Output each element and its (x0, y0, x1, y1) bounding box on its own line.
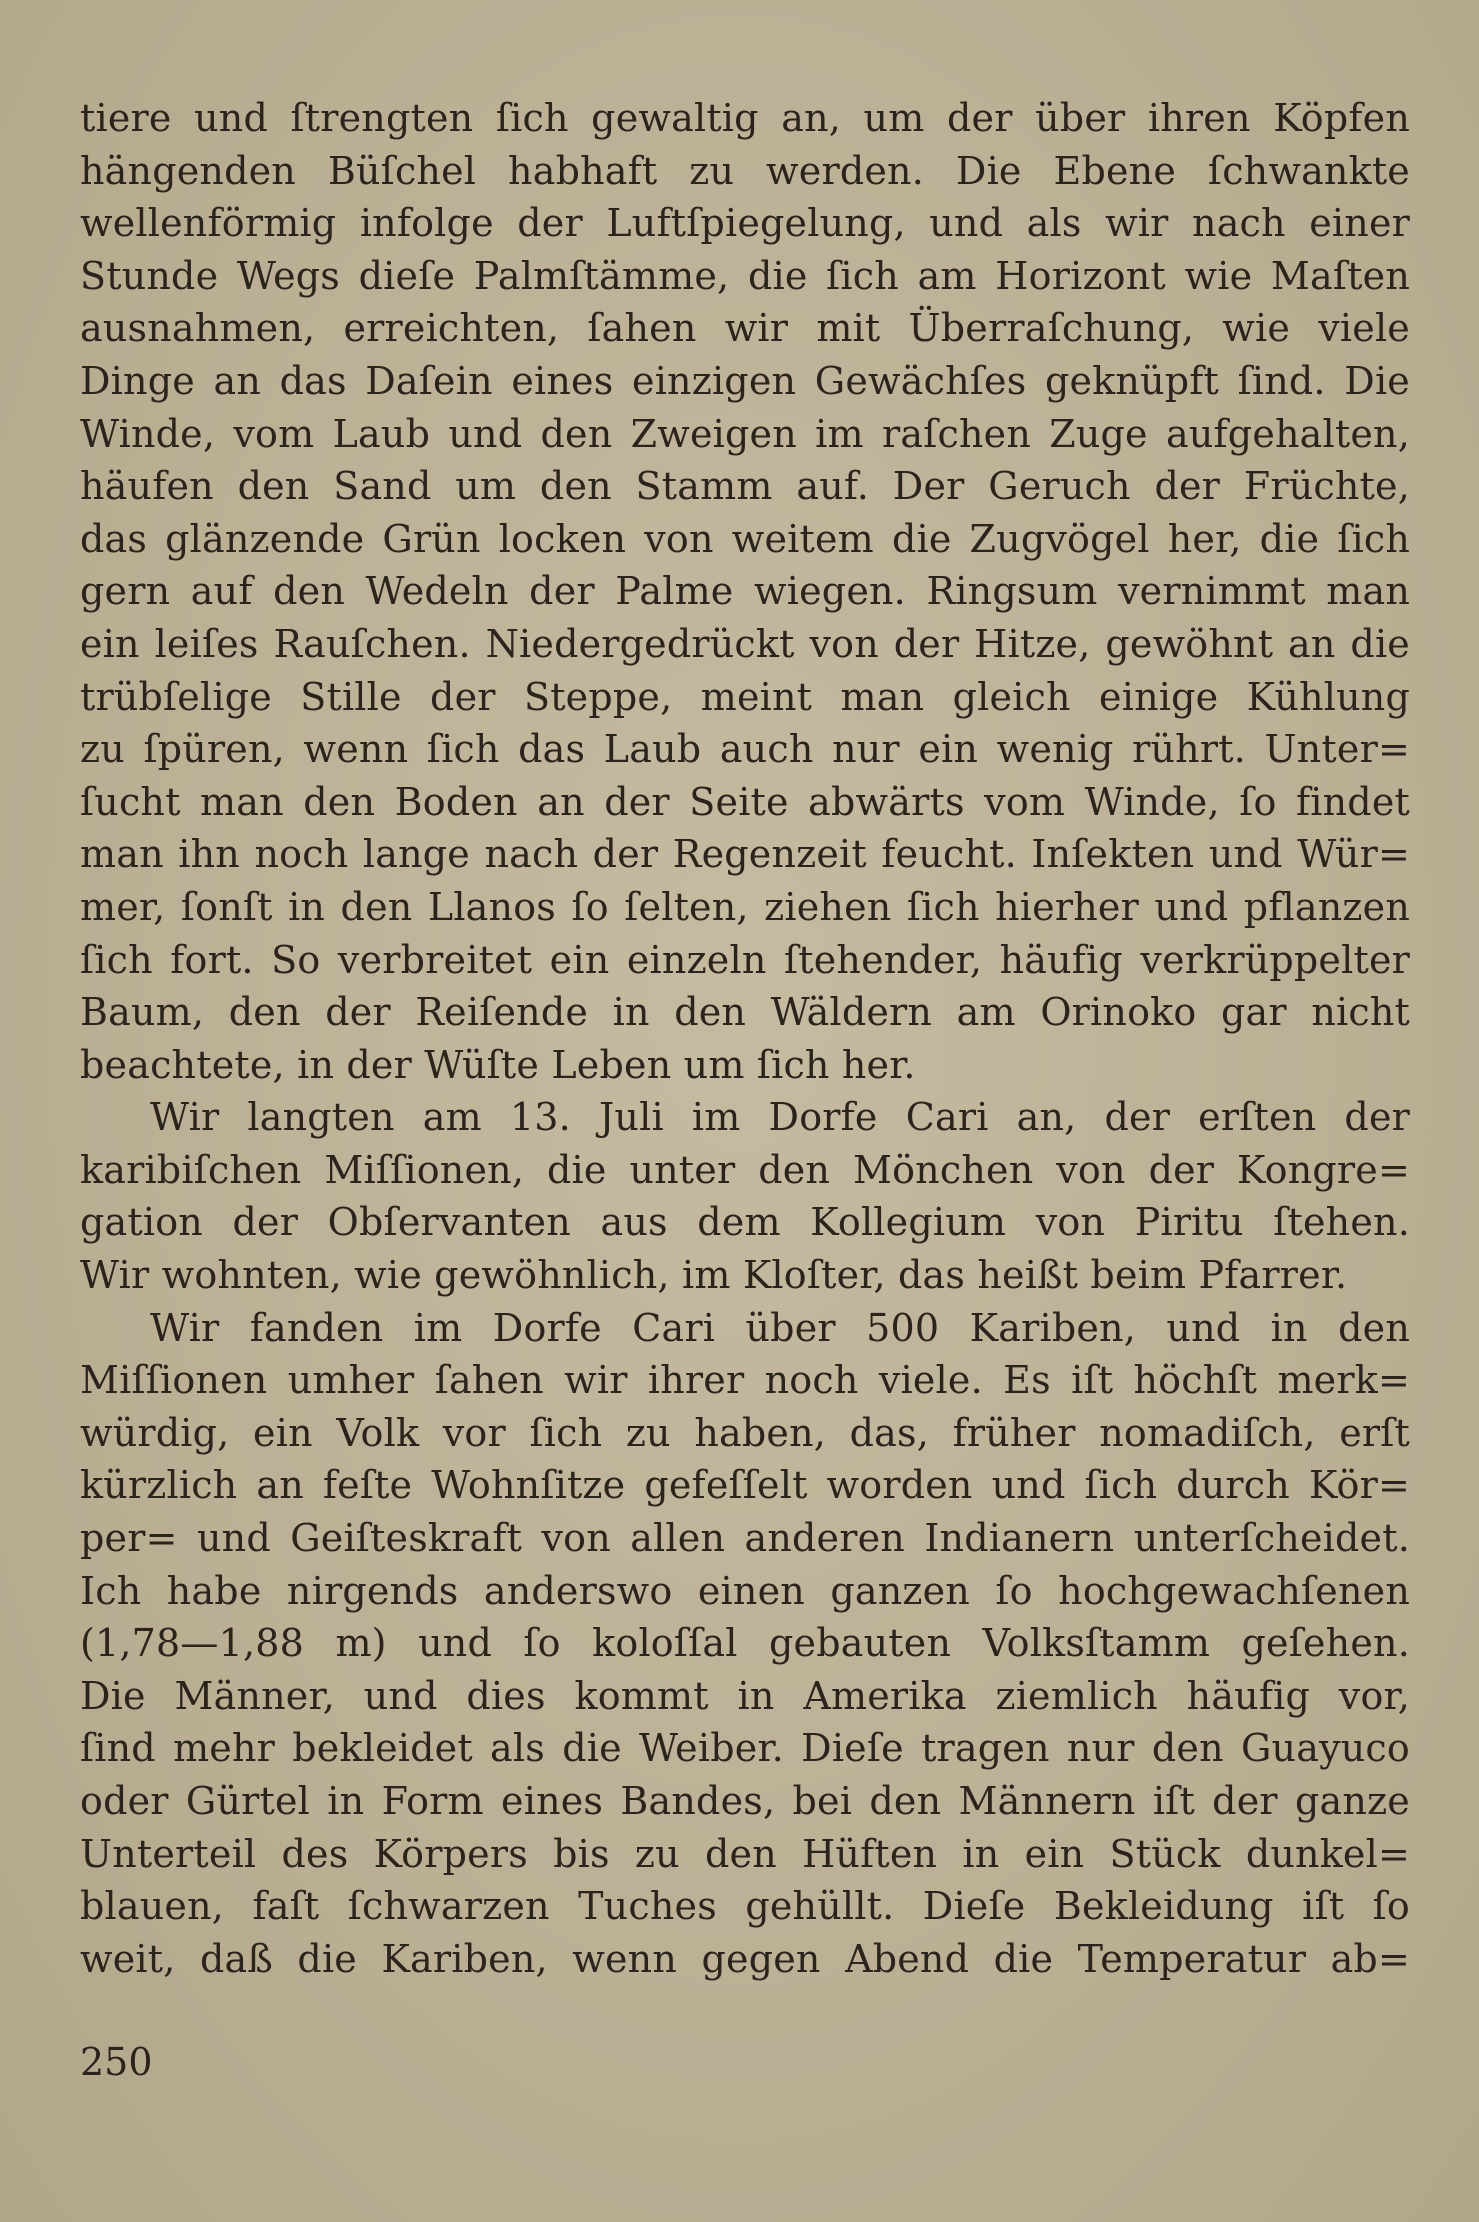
text-line: Baum, den der Reiſende in den Wäldern am Orinoko gar nicht (80, 990, 1410, 1035)
text-line: Die Männer, und dies kommt in Amerika ziemlich häufig vor, (80, 1673, 1410, 1718)
text-line: ſich fort. So verbreitet ein einzeln ſtehender, häufig verkrüppelter (80, 937, 1410, 982)
text-line: gern auf den Wedeln der Palme wiegen. Ringsum vernimmt man (80, 569, 1410, 614)
text-line: kürzlich an feſte Wohnſitze gefeſſelt worden und ſich durch Kör= (80, 1463, 1410, 1508)
text-line: tiere und ſtrengten ſich gewaltig an, um der über ihren Köpfen (80, 96, 1410, 140)
text-line: würdig, ein Volk vor ſich zu haben, das, früher nomadiſch, erſt (80, 1410, 1410, 1455)
text-line: häufen den Sand um den Stamm auf. Der Geruch der Früchte, (80, 464, 1410, 509)
text-line: blauen, faſt ſchwarzen Tuches gehüllt. Dieſe Bekleidung iſt ſo (80, 1884, 1410, 1929)
text-line: Unterteil des Körpers bis zu den Hüften in ein Stück dunkel= (80, 1831, 1410, 1876)
text-line: per= und Geiſteskraft von allen anderen Indianern unterſcheidet. (80, 1516, 1410, 1561)
text-line: Miſſionen umher ſahen wir ihrer noch viele. Es iſt höchſt merk= (80, 1358, 1410, 1403)
text-line: ausnahmen, erreichten, ſahen wir mit Überraſchung, wie viele (80, 306, 1410, 351)
text-line: beachtete, in der Wüſte Leben um ſich her. (80, 1042, 916, 1087)
text-line: Wir langten am 13. Juli im Dorfe Cari an, der erſten der (150, 1095, 1410, 1140)
text-line: Winde, vom Laub und den Zweigen im raſchen Zuge aufgehalten, (80, 411, 1410, 456)
text-line: das glänzende Grün locken von weitem die Zugvögel her, die ſich (80, 516, 1410, 561)
text-line: gation der Obſervanten aus dem Kollegium von Piritu ſtehen. (80, 1200, 1410, 1245)
text-line: oder Gürtel in Form eines Bandes, bei den Männern iſt der ganze (80, 1779, 1410, 1823)
text-line: ſind mehr bekleidet als die Weiber. Dieſe tragen nur den Guayuco (80, 1726, 1410, 1771)
body-text (80, 92, 1410, 1985)
text-line: zu ſpüren, wenn ſich das Laub auch nur ein wenig rührt. Unter= (80, 727, 1410, 772)
text-line: Wir wohnten, wie gewöhnlich, im Kloſter, das heißt beim Pfarrer. (80, 1253, 1348, 1298)
text-line: wellenförmig infolge der Luftſpiegelung, und als wir nach einer (80, 201, 1410, 246)
text-line: karibiſchen Miſſionen, die unter den Mönchen von der Kongre= (80, 1147, 1410, 1192)
text-line: (1,78—1,88 m) und ſo koloſſal gebauten Volksſtamm geſehen. (80, 1621, 1410, 1666)
text-line: hängenden Büſchel habhaft zu werden. Die Ebene ſchwankte (80, 148, 1410, 193)
text-line: man ihn noch lange nach der Regenzeit feucht. Inſekten und Wür= (80, 832, 1410, 877)
text-line: ein leiſes Rauſchen. Niedergedrückt von der Hitze, gewöhnt an die (80, 621, 1410, 666)
text-line: Dinge an das Daſein eines einzigen Gewächſes geknüpft ſind. Die (80, 358, 1410, 403)
text-line: weit, daß die Kariben, wenn gegen Abend die Temperatur ab= (80, 1936, 1410, 1981)
text-line: mer, ſonſt in den Llanos ſo ſelten, ziehen ſich hierher und pflanzen (80, 884, 1410, 929)
text-line: ſucht man den Boden an der Seite abwärts vom Winde, ſo findet (80, 779, 1410, 824)
text-line: Stunde Wegs dieſe Palmſtämme, die ſich am Horizont wie Maſten (80, 253, 1410, 298)
text-line: Ich habe nirgends anderswo einen ganzen ſo hochgewachſenen (80, 1568, 1410, 1613)
page-number: 250 (80, 2040, 153, 2084)
text-line: trübſelige Stille der Steppe, meint man gleich einige Kühlung (80, 674, 1410, 719)
text-line: Wir fanden im Dorfe Cari über 500 Kariben, und in den (150, 1305, 1410, 1350)
